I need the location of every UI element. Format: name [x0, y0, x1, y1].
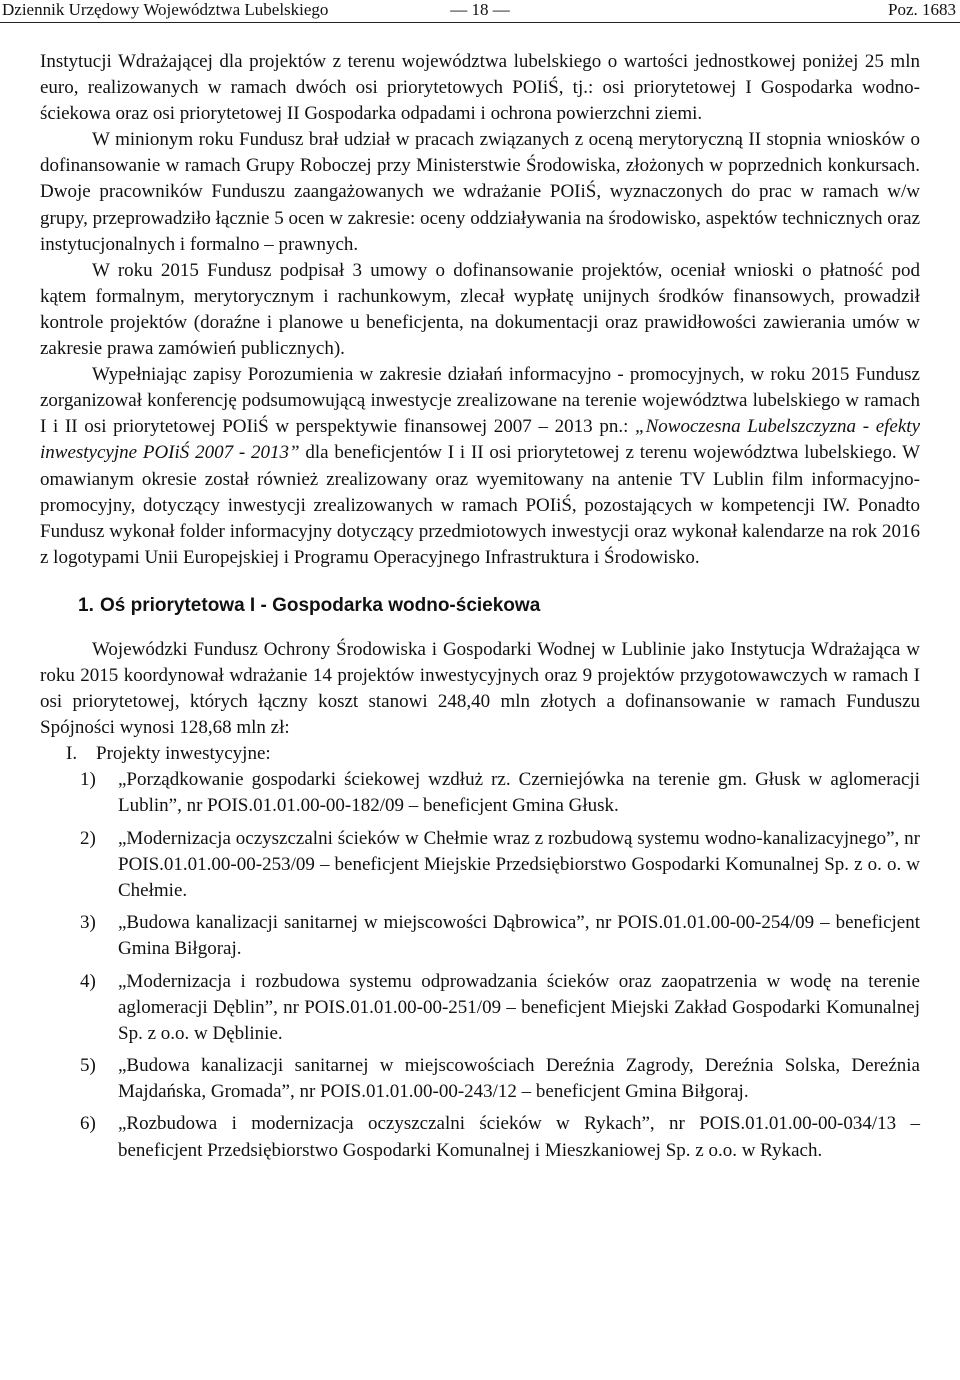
- paragraph-promotion: [40, 362, 920, 571]
- section-heading: [40, 593, 920, 619]
- list-item-text: „Modernizacja i rozbudowa systemu odprowadzania ścieków oraz zaopatrzenia w wodę na terenie aglomeracji Dęblin”, nr POIS.01.01.00-00-251/09 – beneficjent Miejski Zakład Gospodarki Komunalnej Sp. z o.o. w Dęblinie.: [118, 970, 920, 1044]
- list-item-number: 3): [80, 912, 96, 934]
- list-item-text: „Budowa kanalizacji sanitarnej w miejscowości Dąbrowica”, nr POIS.01.01.00-00-254/09 – beneficjent Gmina Biłgoraj.: [118, 912, 920, 960]
- promotion-text-end: dla beneficjentów I i II osi priorytetowej z terenu województwa lubelskiego. W omawianym okresie został również zrealizowany oraz wyemitowany na antenie TV Lublin film informacyjno-promocyjny, dotyczący inwestycji zrealizowanych w ramach POIiŚ, pozostających w kompetencji IW. Ponadto Fundusz wykonał folder informacyjny dotyczący przedmiotowych inwestycji oraz wykonał kalendarze na rok 2016 z logotypami Unii Europejskiej i Programu Operacyjnego Infrastruktura i Środowisko.: [40, 442, 921, 568]
- document-body: [40, 49, 920, 1170]
- list-item: [40, 1053, 920, 1105]
- list-item-text: „Budowa kanalizacji sanitarnej w miejscowościach Dereźnia Zagrody, Dereźnia Solska, Dereźnia Majdańska, Gromada”, nr POIS.01.01.00-00-243/12 – beneficjent Gmina Biłgoraj.: [118, 1055, 920, 1103]
- subsection-number: I.: [66, 743, 78, 765]
- paragraph-evaluation: W minionym roku Fundusz brał udział w pracach związanych z oceną merytoryczną II stopnia wniosków o dofinansowanie w ramach Grupy Roboczej przy Ministerstwie Środowiska, złożonych w poprzednich konkursach. Dwoje pracowników Funduszu zaangażowanych we wdrażanie POIiŚ, wyznaczonych do prac w ramach w/w grupy, przeprowadziło łącznie 5 ocen w zakresie: oceny oddziaływania na środowisko, aspektów technicznych oraz instytucjonalnych i formalno – prawnych.: [40, 129, 920, 255]
- list-item-text: „Modernizacja oczyszczalni ścieków w Chełmie wraz z rozbudową systemu wodno-kanalizacyjnego”, nr POIS.01.01.00-00-253/09 – beneficjent Miejskie Przedsiębiorstwo Gospodarki Komunalnej Sp. z o. o. w Chełmie.: [118, 827, 920, 901]
- paragraph-continuation: Instytucji Wdrażającej dla projektów z terenu województwa lubelskiego o wartości jednostkowej poniżej 25 mln euro, realizowanych w ramach dwóch osi priorytetowych POIiŚ, tj.: osi priorytetowej I Gospodarka wodno-ściekowa oraz osi priorytetowej II Gospodarka odpadami i ochrona powierzchni ziemi.: [40, 51, 920, 125]
- promotion-text-start: Wypełniając zapisy Porozumienia w zakresie działań informacyjno - promocyjnych, w roku 2015 Fundusz zorganizował konferencję podsumowującą inwestycje zrealizowane na terenie województwa lubelskiego w ramach I i II osi priorytetowej POIiŚ w perspektywie finansowej 2007 – 2013 pn.:: [40, 364, 920, 438]
- header-divider: [0, 22, 960, 23]
- section-intro: Wojewódzki Fundusz Ochrony Środowiska i Gospodarki Wodnej w Lublinie jako Instytucja Wdrażająca w roku 2015 koordynował wdrażanie 14 projektów inwestycyjnych oraz 9 projektów przygotowawczych w ramach I osi priorytetowej, których łączny koszt stanowi 248,40 mln złotych a dofinansowanie w ramach Funduszu Spójności wynosi 128,68 mln zł:: [40, 638, 920, 739]
- project-list: [40, 767, 920, 1163]
- section-number: 1.: [78, 594, 94, 616]
- paragraph-contracts: W roku 2015 Fundusz podpisał 3 umowy o dofinansowanie projektów, oceniał wnioski o płatność pod kątem formalnym, merytorycznym i rachunkowym, zlecał wypłatę unijnych środków finansowych, prowadził kontrole projektów (doraźne i planowe u beneficjenta, na dokumentacji oraz prawidłowości zawierania umów w zakresie prawa zamówień publicznych).: [40, 259, 920, 360]
- subsection-heading: [40, 741, 920, 767]
- list-item: [40, 1111, 920, 1163]
- page-number: — 18 —: [450, 0, 510, 19]
- conference-title: „Nowoczesna Lubelszczyzna - efekty inwestycyjne POIiŚ 2007 - 2013”: [40, 416, 920, 464]
- position-number: Poz. 1683: [888, 0, 956, 19]
- list-item: [40, 826, 920, 904]
- running-header: [0, 0, 960, 20]
- list-item-number: 6): [80, 1113, 96, 1135]
- journal-title: Dziennik Urzędowy Województwa Lubelskiego: [2, 0, 329, 19]
- list-item-number: 2): [80, 827, 96, 849]
- list-item-text: „Porządkowanie gospodarki ściekowej wzdłuż rz. Czerniejówka na terenie gm. Głusk w aglomeracji Lublin”, nr POIS.01.01.00-00-182/09 – beneficjent Gmina Głusk.: [118, 769, 920, 817]
- list-item-text: „Rozbudowa i modernizacja oczyszczalni ścieków w Rykach”, nr POIS.01.01.00-00-034/13 – beneficjent Przedsiębiorstwo Gospodarki Komunalnej i Mieszkaniowej Sp. z o.o. w Rykach.: [118, 1113, 920, 1161]
- list-item: [40, 910, 920, 962]
- subsection-title: Projekty inwestycyjne:: [96, 743, 271, 765]
- list-item-number: 1): [80, 769, 96, 791]
- list-item-number: 5): [80, 1055, 96, 1077]
- list-item: [40, 767, 920, 819]
- list-item: [40, 969, 920, 1047]
- list-item-number: 4): [80, 970, 96, 992]
- section-title: Oś priorytetowa I - Gospodarka wodno-ściekowa: [100, 594, 541, 616]
